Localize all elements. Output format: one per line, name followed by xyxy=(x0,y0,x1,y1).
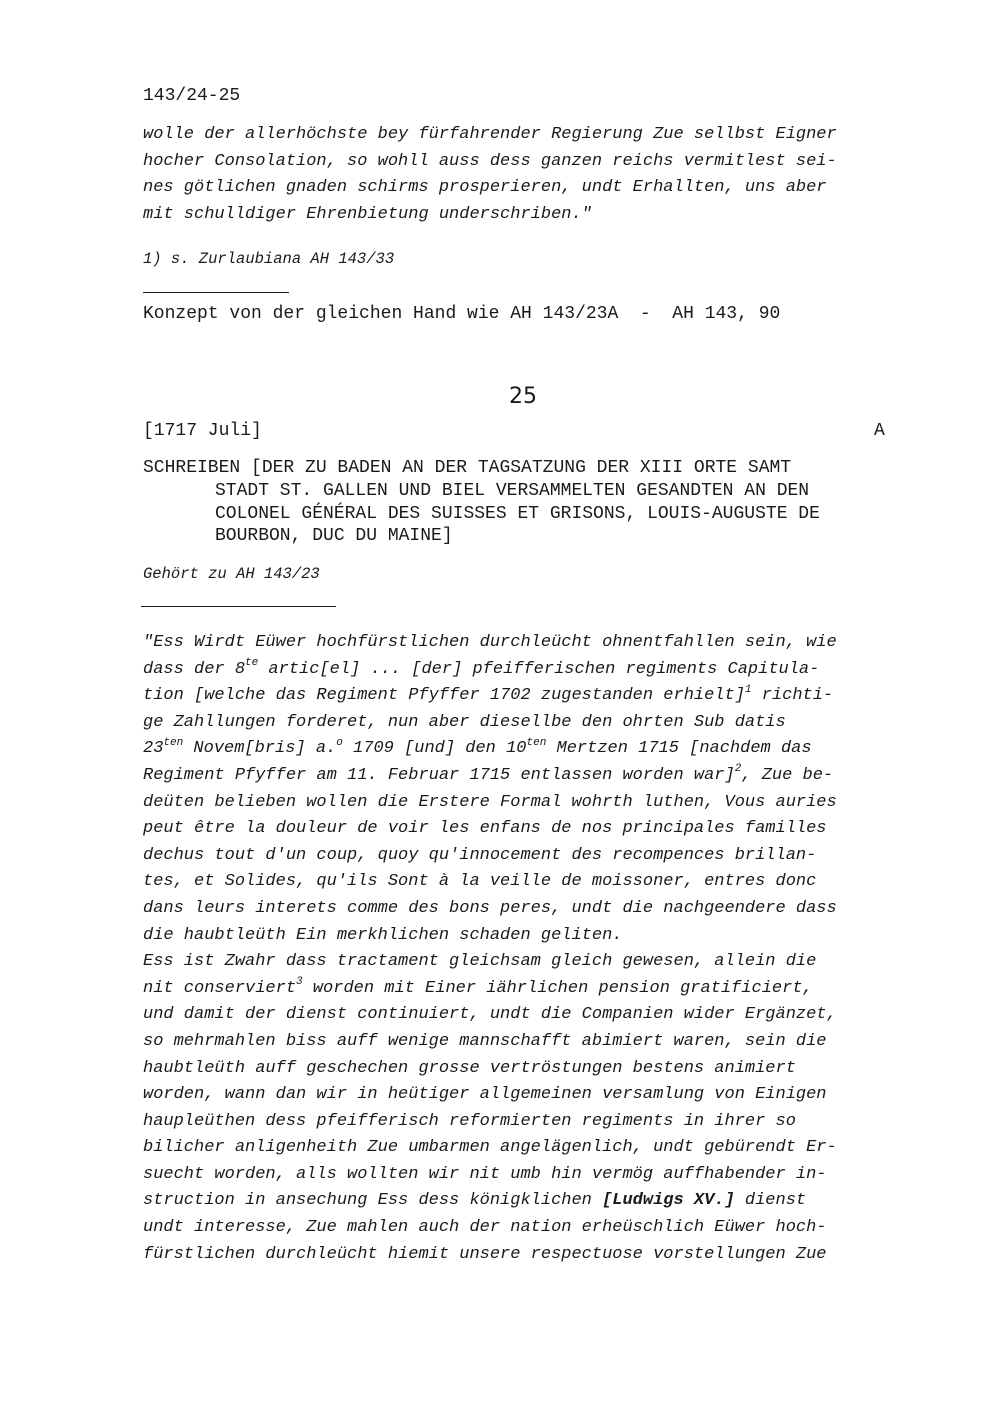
closing-line: mit schulldiger Ehrenbietung underschriben." xyxy=(143,204,592,224)
body-line: deüten belieben wollen die Erstere Formal wohrth luthen, Vous auries xyxy=(143,792,837,812)
body-line: dechus tout d'un coup, quoy qu'innocement des recompences brillan- xyxy=(143,845,817,865)
body-text: 23 xyxy=(143,739,164,759)
document-body xyxy=(143,630,837,1268)
document-type: A xyxy=(874,421,885,441)
body-text: dass der 8 xyxy=(143,659,246,679)
document-number: 25 xyxy=(509,384,537,409)
closing-line: wolle der allerhöchste bey fürfahrender Regierung Zue sellbst Eigner xyxy=(143,125,837,144)
body-text: dienst xyxy=(734,1191,807,1211)
body-text: 1709 [und] den 10 xyxy=(342,739,527,759)
previous-document-closing xyxy=(143,122,837,228)
body-line xyxy=(143,683,837,710)
heading-line: SCHREIBEN [DER ZU BADEN AN DER TAGSATZUNG DER XIII ORTE SAMT xyxy=(143,458,792,478)
body-line: "Ess Wirdt Eüwer hochfürstlichen durchleücht ohnentfahllen sein, wie xyxy=(143,633,837,652)
footnote-divider xyxy=(143,292,289,293)
heading-line: COLONEL GÉNÉRAL DES SUISSES ET GRISONS, LOUIS-AUGUSTE DE xyxy=(215,503,820,524)
body-line: ge Zahllungen forderet, nun aber diesellbe den ohrten Sub datis xyxy=(143,712,786,732)
body-text: struction in ansechung Ess dess königklichen xyxy=(143,1191,603,1211)
heading-line: BOURBON, DUC DU MAINE] xyxy=(215,526,453,547)
belongs-to-note: Gehört zu AH 143/23 xyxy=(143,565,320,583)
superscript: te xyxy=(245,656,259,669)
closing-line: hocher Consolation, so wohll auss dess ganzen reichs vermitlest sei- xyxy=(143,151,837,171)
body-line xyxy=(143,657,837,684)
body-line: suecht worden, alls wollten wir nit umb hin vermög auffhabender in- xyxy=(143,1164,827,1184)
body-line: worden, wann dan wir in heütiger allgemeinen versamlung von Einigen xyxy=(143,1085,827,1105)
body-line: so mehrmahlen biss auff wenige mannschafft abimiert waren, sein die xyxy=(143,1031,827,1051)
superscript: ten xyxy=(163,736,184,749)
body-text: Novem[bris] a. xyxy=(183,739,337,759)
body-line: haupleüthen dess pfeifferisch reformierten regiments in ihrer so xyxy=(143,1111,796,1131)
heading-divider xyxy=(141,606,336,607)
body-text: artic[el] ... [der] pfeifferischen regiments Capitula- xyxy=(258,659,820,679)
editorial-insertion: [Ludwigs XV.] xyxy=(602,1191,735,1211)
body-line: undt interesse, Zue mahlen auch der nation erheüschlich Eüwer hoch- xyxy=(143,1218,827,1238)
body-line: peut être la douleur de voir les enfans de nos principales familles xyxy=(143,819,827,839)
body-text: richti- xyxy=(751,686,834,706)
body-line xyxy=(143,1188,837,1215)
document-heading xyxy=(143,457,820,548)
body-text: tion [welche das Regiment Pfyffer 1702 zugestanden erhielt] xyxy=(143,686,745,706)
body-line xyxy=(143,976,837,1003)
body-line xyxy=(143,763,837,790)
body-line xyxy=(143,736,837,763)
superscript: ten xyxy=(526,736,547,749)
body-text: Mertzen 1715 [nachdem das xyxy=(546,739,812,759)
closing-line: nes götlichen gnaden schirms prosperieren, undt Erhallten, uns aber xyxy=(143,178,827,198)
body-text: Regiment Pfyffer am 11. Februar 1715 entlassen worden war] xyxy=(143,765,735,785)
footnote-marker: 2 xyxy=(734,763,742,776)
body-line: tes, et Solides, qu'ils Sont à la veille de moissoner, entres donc xyxy=(143,872,817,892)
superscript: o xyxy=(336,736,343,749)
document-date: [1717 Juli] xyxy=(143,421,262,441)
footnote-marker: 3 xyxy=(296,976,303,989)
footnote: 1) s. Zurlaubiana AH 143/33 xyxy=(143,250,395,268)
body-line: fürstlichen durchleücht hiemit unsere respectuose vorstellungen Zue xyxy=(143,1244,827,1264)
footnote-marker: 1 xyxy=(744,683,752,696)
body-text: worden mit Einer iährlichen pension gratificiert, xyxy=(302,978,813,998)
concept-note: Konzept von der gleichen Hand wie AH 143/23A - AH 143, 90 xyxy=(143,304,781,324)
body-text: , Zue be- xyxy=(741,765,834,785)
body-line: haubtleüth auff geschechen grosse vertröstungen bestens animiert xyxy=(143,1058,796,1078)
body-line: und damit der dienst continuiert, undt die Companien wider Ergänzet, xyxy=(143,1005,837,1025)
body-line: Ess ist Zwahr dass tractament gleichsam gleich gewesen, allein die xyxy=(143,952,817,972)
body-line: die haubtleüth Ein merkhlichen schaden geliten. xyxy=(143,925,623,945)
page-reference: 143/24-25 xyxy=(143,86,241,106)
heading-line: STADT ST. GALLEN UND BIEL VERSAMMELTEN GESANDTEN AN DEN xyxy=(215,480,810,501)
body-line: dans leurs interets comme des bons peres, undt die nachgeendere dass xyxy=(143,898,837,918)
body-text: nit conserviert xyxy=(143,978,297,998)
body-line: bilicher anligenheith Zue umbarmen angelägenlich, undt gebürendt Er- xyxy=(143,1138,837,1158)
